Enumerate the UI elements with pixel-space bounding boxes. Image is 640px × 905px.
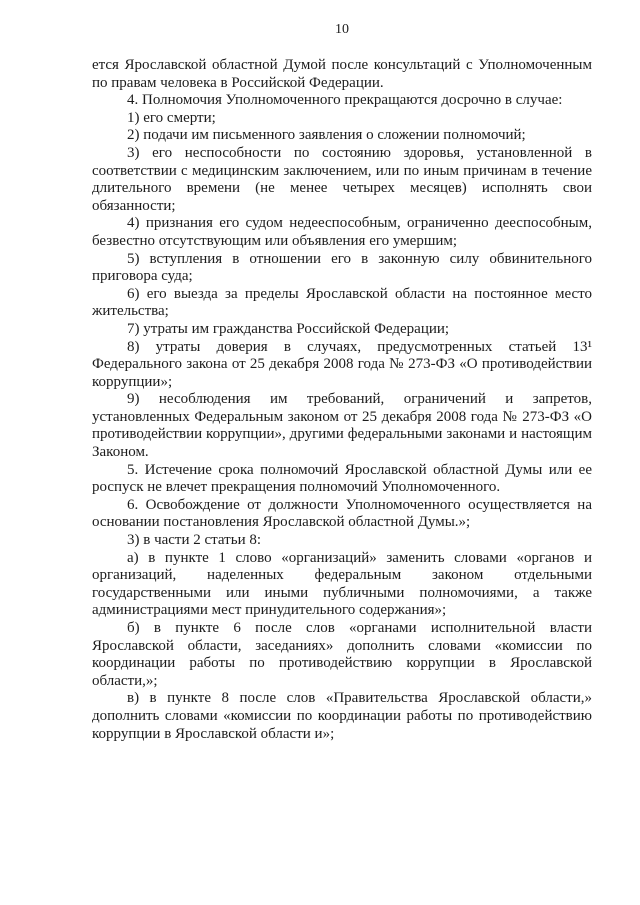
document-body [92,57,592,743]
paragraph: 8) утраты доверия в случаях, предусмотренных статьей 13¹ Федерального закона от 25 декабря 2008 года № 273-ФЗ «О противодействии коррупции»; [92,338,592,390]
paragraph: 2) подачи им письменного заявления о сложении полномочий; [127,127,526,144]
paragraph: 5) вступления в отношении его в законную силу обвинительного приговора суда; [92,250,592,285]
paragraph: 4) признания его судом недееспособным, ограниченно дееспособным, безвестно отсутствующим или объявления его умершим; [92,215,592,249]
paragraph: 3) его неспособности по состоянию здоровья, установленной в соответствии с медицинским заключением, или по иным причинам в течение длительного времени (не менее четырех месяцев) исполнять свои обязанности; [92,144,592,214]
paragraph: 6. Освобождение от должности Уполномоченного осуществляется на основании постановления Ярославской областной Думы.»; [92,496,592,531]
paragraph: ется Ярославской областной Думой после консультаций с Уполномоченным по правам человека в Российской Федерации. [92,57,592,91]
paragraph: 7) утраты им гражданства Российской Федерации; [127,320,450,337]
paragraph: б) в пункте 6 после слов «органами исполнительной власти Ярославской области, заседаниях» дополнить словами «комиссии по координации работы по противодействию коррупции в Ярославской области,»; [92,620,592,689]
page-number: 10 [335,22,349,37]
paragraph: 6) его выезда за пределы Ярославской области на постоянное место жительства; [92,285,592,320]
paragraph: 3) в части 2 статьи 8: [127,532,262,549]
paragraph: 1) его смерти; [127,109,216,126]
paragraph: в) в пункте 8 после слов «Правительства Ярославской области,» дополнить словами «комиссии по координации работы по противодействию коррупции в Ярославской области и»; [92,690,592,742]
paragraph: 4. Полномочия Уполномоченного прекращаются досрочно в случае: [127,92,563,109]
paragraph: 5. Истечение срока полномочий Ярославской областной Думы или ее роспуск не влечет прекращения полномочий Уполномоченного. [92,461,592,496]
paragraph: 9) несоблюдения им требований, ограничений и запретов, установленных Федеральным законом от 25 декабря 2008 года № 273-ФЗ «О противодействии коррупции», другими федеральными законами и настоящим Законом. [92,391,592,461]
paragraph: а) в пункте 1 слово «организаций» заменить словами «органов и организаций, наделенных федеральным законом отдельными государственными или иными публичными полномочиями, а также администрациями мест принудительного содержания»; [92,549,592,619]
